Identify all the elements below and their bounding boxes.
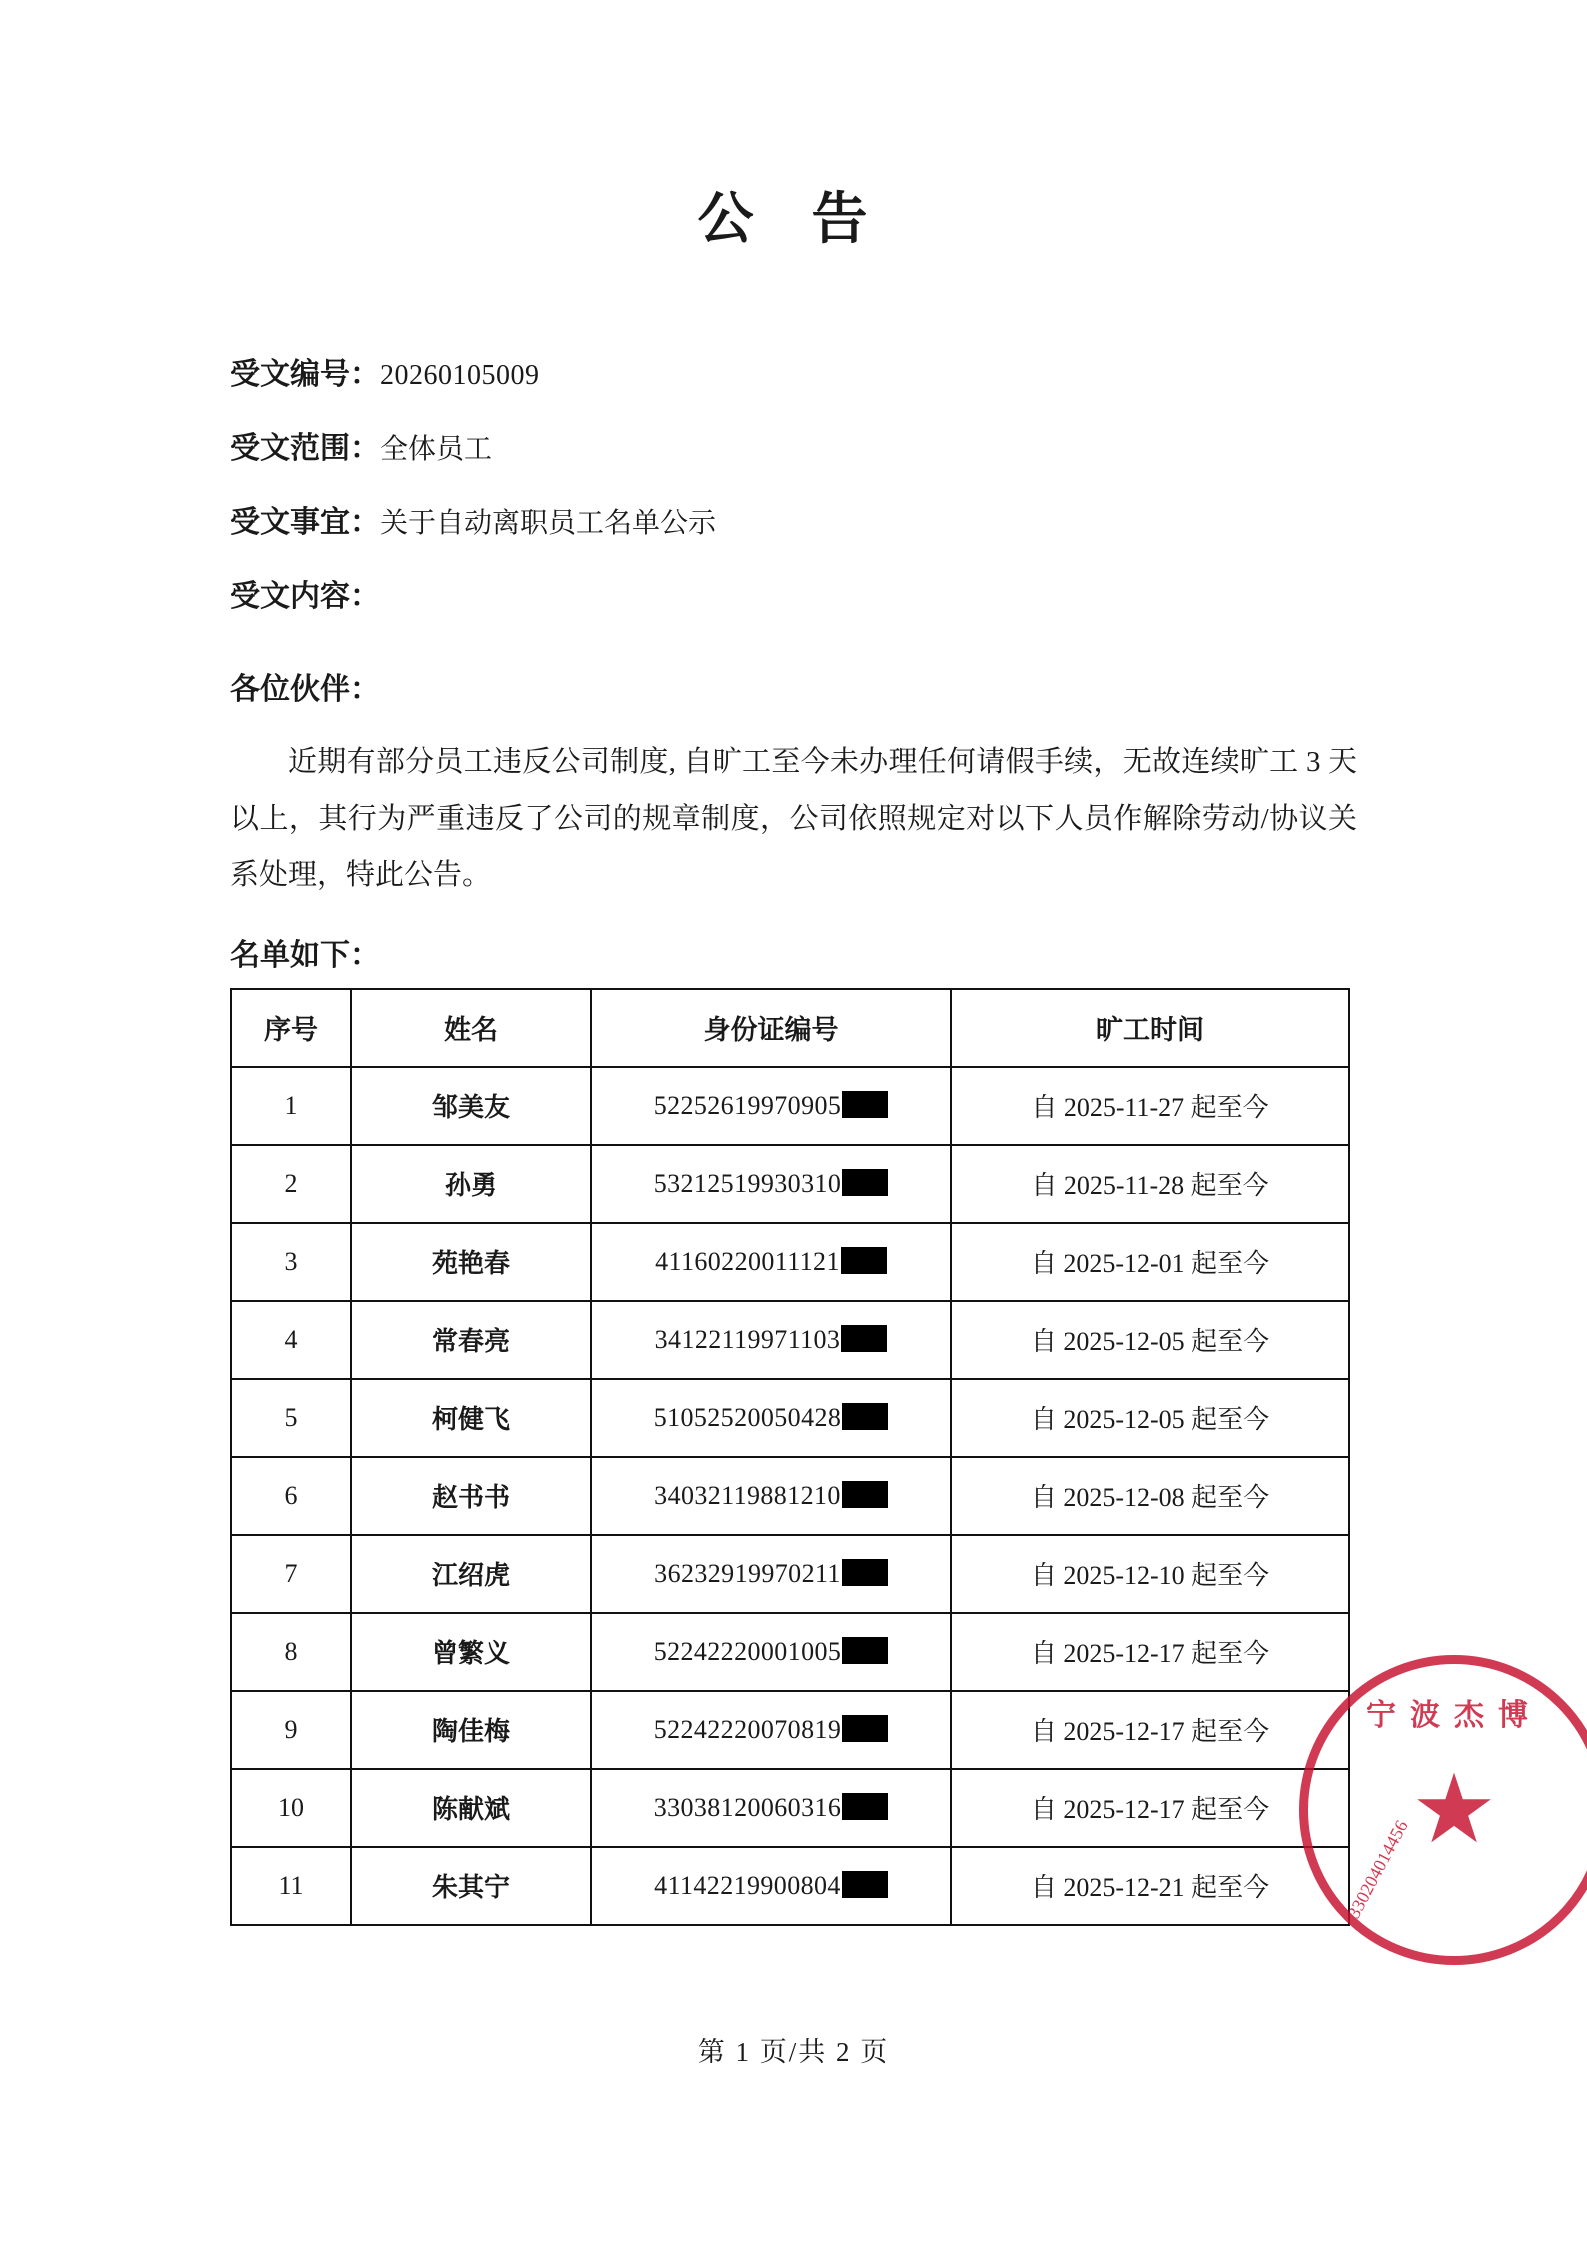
meta-row-scope <box>230 434 1357 464</box>
table-row <box>231 1301 1349 1379</box>
cell-absence-date: 自 2025-12-17 起至今 <box>951 1691 1349 1769</box>
table-row <box>231 1223 1349 1301</box>
table-header-date: 旷工时间 <box>951 989 1349 1067</box>
cell-name: 柯健飞 <box>351 1379 591 1457</box>
redaction-bar <box>841 1325 887 1352</box>
cell-id-number: 52242220001005 <box>591 1613 951 1691</box>
cell-absence-date: 自 2025-12-21 起至今 <box>951 1847 1349 1925</box>
cell-index: 11 <box>231 1847 351 1925</box>
table-row <box>231 1067 1349 1145</box>
table-row <box>231 1769 1349 1847</box>
redaction-bar <box>841 1247 887 1274</box>
cell-absence-date: 自 2025-11-28 起至今 <box>951 1145 1349 1223</box>
cell-index: 1 <box>231 1067 351 1145</box>
cell-name: 邹美友 <box>351 1067 591 1145</box>
cell-absence-date: 自 2025-12-05 起至今 <box>951 1379 1349 1457</box>
table-row <box>231 1379 1349 1457</box>
redaction-bar <box>842 1091 888 1118</box>
meta-label-scope: 受文范围： <box>230 432 380 465</box>
cell-index: 9 <box>231 1691 351 1769</box>
seal-bottom-text: 330204014456 <box>1343 1816 1412 1922</box>
document-meta <box>230 360 1357 612</box>
cell-index: 3 <box>231 1223 351 1301</box>
cell-absence-date: 自 2025-12-17 起至今 <box>951 1613 1349 1691</box>
cell-name: 曾繁义 <box>351 1613 591 1691</box>
cell-index: 7 <box>231 1535 351 1613</box>
cell-index: 4 <box>231 1301 351 1379</box>
staff-table <box>230 988 1350 1926</box>
cell-name: 江绍虎 <box>351 1535 591 1613</box>
cell-name: 常春亮 <box>351 1301 591 1379</box>
meta-label-doc-number: 受文编号： <box>230 358 380 391</box>
page-footer: 第 1 页/共 2 页 <box>697 2037 890 2067</box>
table-header-index: 序号 <box>231 989 351 1067</box>
cell-absence-date: 自 2025-12-10 起至今 <box>951 1535 1349 1613</box>
seal-top-text: 宁波杰博 <box>1366 1699 1542 1732</box>
page-title: 公 告 <box>697 189 890 251</box>
cell-index: 8 <box>231 1613 351 1691</box>
cell-index: 2 <box>231 1145 351 1223</box>
redaction-bar <box>842 1637 888 1664</box>
salutation: 各位伙伴： <box>230 673 380 706</box>
cell-id-number: 33038120060316 <box>591 1769 951 1847</box>
cell-index: 10 <box>231 1769 351 1847</box>
cell-id-number: 36232919970211 <box>591 1535 951 1613</box>
cell-id-number: 51052520050428 <box>591 1379 951 1457</box>
cell-index: 5 <box>231 1379 351 1457</box>
cell-name: 孙勇 <box>351 1145 591 1223</box>
cell-name: 朱其宁 <box>351 1847 591 1925</box>
cell-id-number: 41160220011121 <box>591 1223 951 1301</box>
table-row <box>231 1847 1349 1925</box>
table-header-name: 姓名 <box>351 989 591 1067</box>
table-row <box>231 1145 1349 1223</box>
cell-name: 赵书书 <box>351 1457 591 1535</box>
cell-id-number: 41142219900804 <box>591 1847 951 1925</box>
redaction-bar <box>842 1793 888 1820</box>
table-row <box>231 1457 1349 1535</box>
redaction-bar <box>842 1481 888 1508</box>
redaction-bar <box>842 1559 888 1586</box>
table-row <box>231 1691 1349 1769</box>
cell-id-number: 52252619970905 <box>591 1067 951 1145</box>
meta-value-scope: 全体员工 <box>380 434 493 465</box>
cell-index: 6 <box>231 1457 351 1535</box>
table-header-id: 身份证编号 <box>591 989 951 1067</box>
seal-star-icon: ★ <box>1410 1756 1498 1863</box>
meta-row-doc-number <box>230 360 1357 390</box>
cell-name: 陶佳梅 <box>351 1691 591 1769</box>
meta-value-doc-number: 20260105009 <box>380 360 540 391</box>
meta-row-content <box>230 582 1357 612</box>
cell-id-number: 34122119971103 <box>591 1301 951 1379</box>
cell-id-number: 52242220070819 <box>591 1691 951 1769</box>
cell-id-number: 53212519930310 <box>591 1145 951 1223</box>
body-paragraph: 近期有部分员工违反公司制度, 自旷工至今未办理任何请假手续，无故连续旷工 3 天以上，其行为严重违反了公司的规章制度，公司依照规定对以下人员作解除劳动/协议关系处理，特此公告。 <box>230 746 1357 892</box>
meta-value-subject: 关于自动离职员工名单公示 <box>380 508 717 539</box>
meta-label-subject: 受文事宜： <box>230 506 380 539</box>
redaction-bar <box>842 1871 888 1898</box>
cell-id-number: 34032119881210 <box>591 1457 951 1535</box>
meta-row-subject <box>230 508 1357 538</box>
cell-name: 苑艳春 <box>351 1223 591 1301</box>
cell-absence-date: 自 2025-12-17 起至今 <box>951 1769 1349 1847</box>
redaction-bar <box>842 1169 888 1196</box>
cell-absence-date: 自 2025-12-05 起至今 <box>951 1301 1349 1379</box>
redaction-bar <box>842 1715 888 1742</box>
cell-absence-date: 自 2025-12-08 起至今 <box>951 1457 1349 1535</box>
table-row <box>231 1613 1349 1691</box>
redaction-bar <box>842 1403 888 1430</box>
cell-absence-date: 自 2025-11-27 起至今 <box>951 1067 1349 1145</box>
cell-absence-date: 自 2025-12-01 起至今 <box>951 1223 1349 1301</box>
table-row <box>231 1535 1349 1613</box>
meta-label-content: 受文内容： <box>230 580 380 613</box>
list-caption: 名单如下： <box>230 938 380 972</box>
table-header-row <box>231 989 1349 1067</box>
cell-name: 陈献斌 <box>351 1769 591 1847</box>
